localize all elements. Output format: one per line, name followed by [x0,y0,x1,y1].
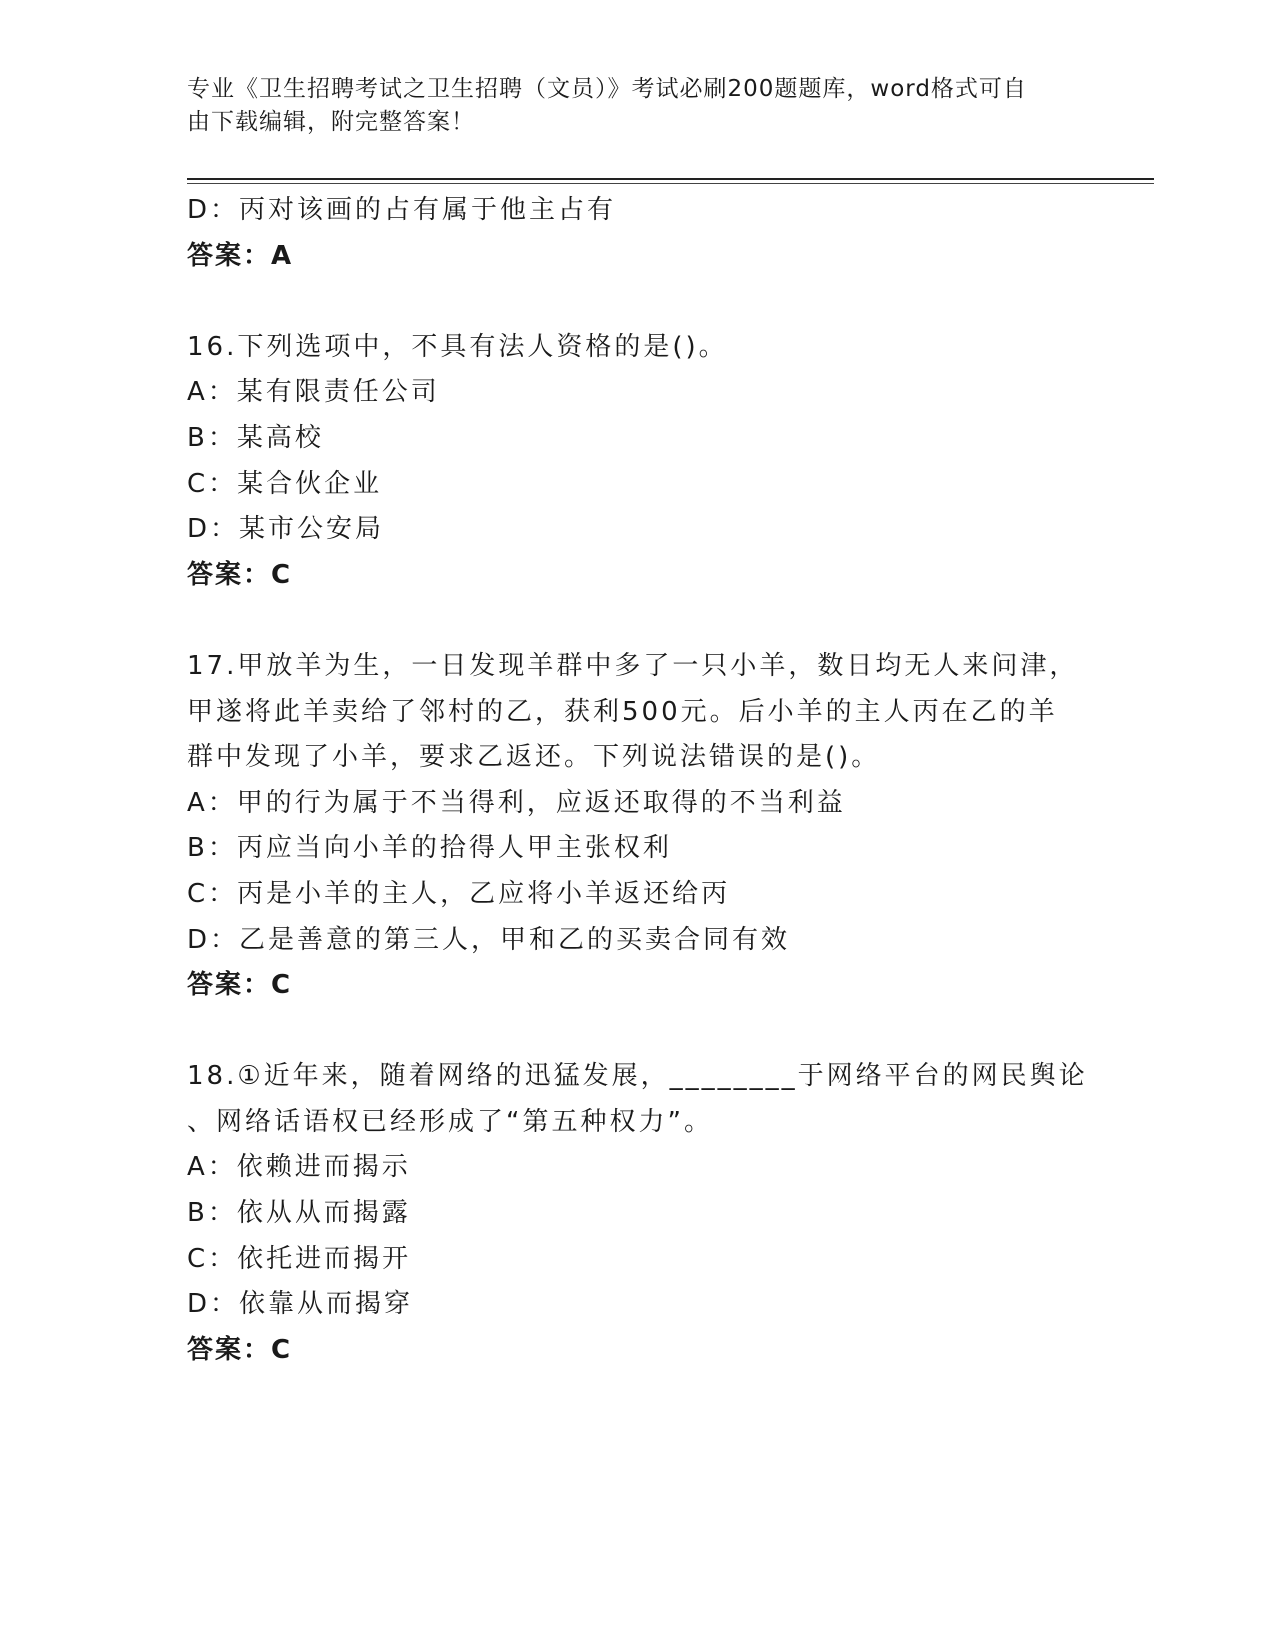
option-d: D：依靠从而揭穿 [187,1289,414,1320]
question-stem-line: 、网络话语权已经形成了“第五种权力”。 [187,1106,713,1137]
header-divider-thin [187,183,1154,184]
option-d: D：乙是善意的第三人，甲和乙的买卖合同有效 [187,924,791,955]
option-a: A：甲的行为属于不当得利，应返还取得的不当利益 [187,787,846,818]
option-b: B：某高校 [187,422,324,453]
option-b: B：丙应当向小羊的拾得人甲主张权利 [187,833,672,864]
answer: 答案：C [187,559,293,590]
spacer [187,279,1087,325]
option-a: A：某有限责任公司 [187,377,440,408]
question-16 [187,325,1087,599]
answer: 答案：C [187,1334,293,1365]
question-stem-line: 17.甲放羊为生，一日发现羊群中多了一只小羊，数日均无人来问津， [187,650,1079,681]
prev-answer: 答案：A [187,240,294,271]
option-c: C：依托进而揭开 [187,1243,412,1274]
option-c: C：某合伙企业 [187,468,383,499]
question-stem: 16.下列选项中，不具有法人资格的是()。 [187,331,728,362]
header-line-1: 专业《卫生招聘考试之卫生招聘（文员）》考试必刷200题题库，word格式可自 [187,76,1027,102]
question-18 [187,1054,1087,1373]
option-b: B：依从从而揭露 [187,1198,411,1229]
spacer [187,1009,1087,1055]
question-stem-line: 甲遂将此羊卖给了邻村的乙，获利500元。后小羊的主人丙在乙的羊 [187,696,1058,727]
option-a: A：依赖进而揭示 [187,1152,411,1183]
question-17 [187,644,1087,1009]
question-stem-line: 18.①近年来，随着网络的迅猛发展，________于网络平台的网民舆论 [187,1061,1088,1092]
answer: 答案：C [187,970,293,1001]
option-d: D：某市公安局 [187,514,385,545]
option-c: C：丙是小羊的主人，乙应将小羊返还给丙 [187,878,731,909]
document-header [187,73,1077,139]
question-list [187,188,1087,1373]
header-divider-thick [187,178,1154,180]
question-stem-line: 群中发现了小羊，要求乙返还。下列说法错误的是()。 [187,742,881,773]
prev-option-d: D：丙对该画的占有属于他主占有 [187,195,617,225]
header-line-2: 由下载编辑，附完整答案！ [187,109,475,135]
spacer [187,598,1087,644]
